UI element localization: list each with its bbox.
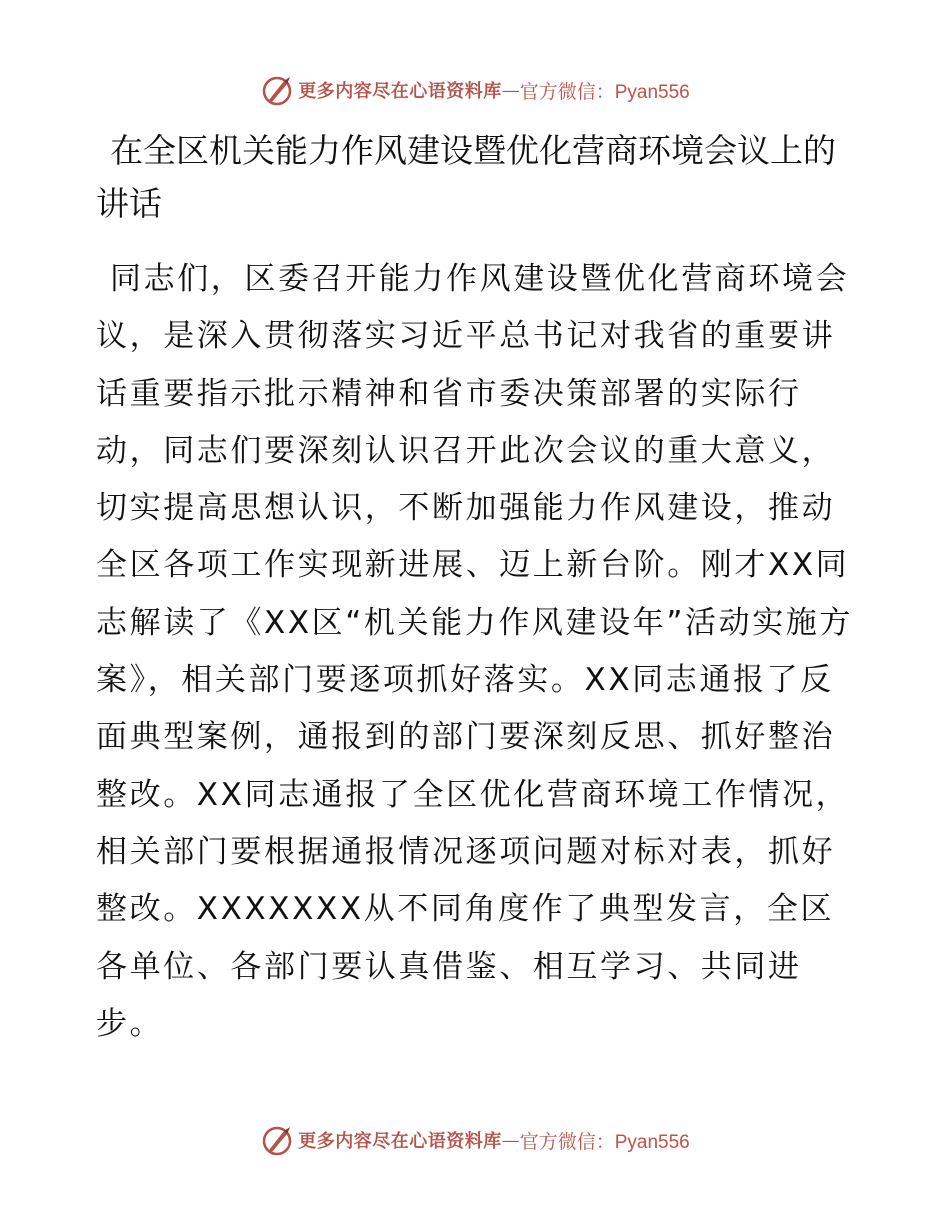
watermark-separator: — <box>501 1129 520 1151</box>
footer-watermark <box>0 1120 950 1160</box>
watermark-site-text: 更多内容尽在心语资料库 <box>298 1131 502 1152</box>
watermark-contact-text: 官方微信：Pyan556 <box>519 81 690 103</box>
document-title: 在全区机关能力作风建设暨优化营商环境会议上的讲话 <box>96 131 836 223</box>
watermark-contact-text: 官方微信：Pyan556 <box>519 1131 690 1153</box>
quill-pen-logo-icon <box>260 1123 294 1157</box>
watermark-site-text: 更多内容尽在心语资料库 <box>298 81 502 102</box>
quill-pen-logo-icon <box>260 73 294 107</box>
watermark-separator: — <box>501 79 520 101</box>
body-paragraph: 同志们，区委召开能力作风建设暨优化营商环境会议，是深入贯彻落实习近平总书记对我省的重要讲话重要指示批示精神和省市委决策部署的实际行动，同志们要深刻认识召开此次会议的重大意义，切实提高思想认识，不断加强能力作风建设，推动全区各项工作实现新进展、迈上新台阶。刚才XX同志解读了《XX区“机关能力作风建设年”活动实施方案》，相关部门要逐项抓好落实。XX同志通报了反面典型案例，通报到的部门要深刻反思、抓好整治整改。XX同志通报了全区优化营商环境工作情况，相关部门要根据通报情况逐项问题对标对表，抓好整改。XXXXXXX从不同角度作了典型发言，全区各单位、各部门要认真借鉴、相互学习、共同进步。 <box>96 261 853 1042</box>
header-watermark <box>0 70 950 110</box>
